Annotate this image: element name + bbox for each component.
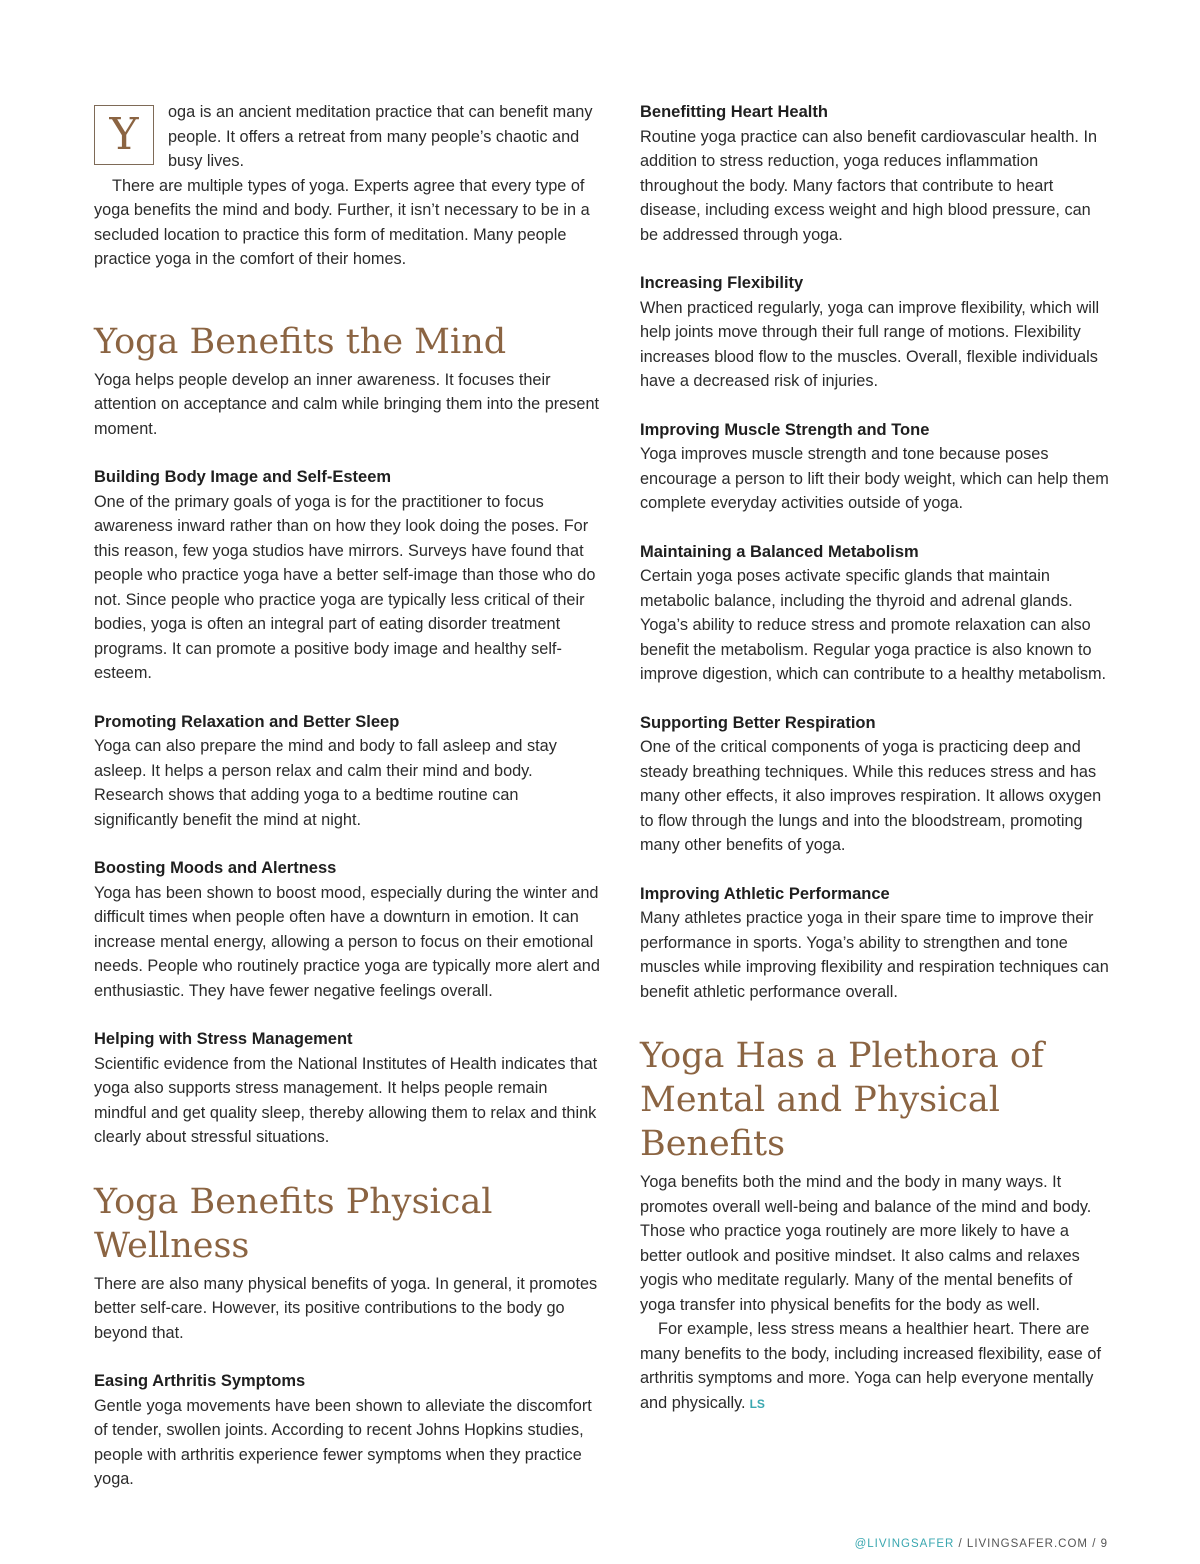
subsection [640,100,1110,247]
intro [94,100,600,272]
subsection-body: Gentle yoga movements have been shown to alleviate the discomfort of tender, swollen joints. According to recent Johns Hopkins studies, people with arthritis experience fewer symptoms when they practice yoga. [94,1396,592,1488]
subsection [640,882,1110,1005]
subsection-title: Improving Athletic Performance [640,884,890,903]
subsection-title: Easing Arthritis Symptoms [94,1372,306,1390]
subsection-title: Boosting Moods and Alertness [94,859,337,877]
footer-separator: / [1088,1538,1101,1550]
subsection [94,1027,600,1150]
subsection-body: Yoga can also prepare the mind and body to fall asleep and stay asleep. It helps a person relax and calm their mind and body. Research shows that adding yoga to a bedtime routine can significantly benefit the mind at night. [94,737,557,829]
right-column [640,100,1110,1416]
page-footer [855,1538,1108,1550]
subsection-title: Benefitting Heart Health [640,103,828,121]
subsection [94,710,600,833]
mind-intro-text: Yoga helps people develop an inner awareness. It focuses their attention on acceptance and calm while bringing them into the present moment. [94,370,600,438]
section-heading-plethora: Yoga Has a Plethora of Mental and Physical Benefits [640,1036,1044,1164]
subsection-body: Certain yoga poses activate specific glands that maintain metabolic balance, including the thyroid and adrenal glands. Yoga’s ability to reduce stress and promote relaxation can also benefit the metabolism. Regular yoga practice is also known to improve digestion, which can contribute to a healthy metabolism. [640,567,1107,683]
subsection-body: One of the critical components of yoga is practicing deep and steady breathing techniques. While this reduces stress and has many other effects, it also improves respiration. It allows oxygen to flow through the lungs and into the bloodstream, promoting many other benefits of yoga. [640,738,1102,854]
drop-cap: Y [94,105,154,165]
subsection-body: Many athletes practice yoga in their spare time to improve their performance in sports. Yoga’s ability to strengthen and tone muscles while improving flexibility and respiration techniques can benefit athletic performance overall. [640,909,1109,1001]
intro-paragraph: oga is an ancient meditation practice that can benefit many people. It offers a retreat from many people’s chaotic and busy lives. [168,103,593,170]
subsection-title: Maintaining a Balanced Metabolism [640,542,919,561]
subsection [640,711,1110,858]
subsection-body: Yoga improves muscle strength and tone because poses encourage a person to lift their body weight, which can help them complete everyday activities outside of yoga. [640,445,1109,512]
plethora-paragraph-2-text: For example, less stress means a healthier heart. There are many benefits to the body, including increased flexibility, ease of arthritis symptoms and more. Yoga can help everyone mentally and physically. [640,1320,1101,1412]
plethora-body [640,1170,1110,1416]
subsection-title: Helping with Stress Management [94,1030,353,1048]
left-column [94,100,600,1516]
subsection [94,1369,600,1492]
subsection [640,418,1110,516]
plethora-paragraph-2 [640,1317,1110,1416]
subsection-title: Increasing Flexibility [640,274,804,292]
subsection [640,271,1110,394]
website-link[interactable]: LIVINGSAFER.COM [966,1538,1088,1550]
physical-intro [94,1272,600,1346]
subsection-body: When practiced regularly, yoga can improve flexibility, which will help joints move through their full range of motions. Flexibility increases blood flow to the muscles. Overall, flexible individuals have a decreased risk of injuries. [640,298,1100,390]
subsection-title: Building Body Image and Self-Esteem [94,468,392,486]
section-heading-mind: Yoga Benefits the Mind [94,321,507,362]
plethora-paragraph-1: Yoga benefits both the mind and the body in many ways. It promotes overall well-being and balance of the mind and body. Those who practice yoga routinely are more likely to have a better outlook and positive mindset. It also calms and relaxes yogis who meditate regularly. Many of the mental benefits of yoga transfer into physical benefits for the body as well. [640,1173,1092,1314]
subsection-body: One of the primary goals of yoga is for the practitioner to focus awareness inward rather than on how they look doing the poses. For this reason, few yoga studios have mirrors. Surveys have found that people who practice yoga have a better self-image than those who do not. Since people who practice yoga are typically less critical of their bodies, yoga is often an integral part of eating disorder treatment programs. It can promote a positive body image and healthy self-esteem. [94,492,596,682]
subsection-title: Promoting Relaxation and Better Sleep [94,712,400,731]
subsection-title: Improving Muscle Strength and Tone [640,420,930,439]
subsection-title: Supporting Better Respiration [640,713,876,732]
intro-paragraph-2: There are multiple types of yoga. Experts agree that every type of yoga benefits the mind and body. Further, it isn’t necessary to be in a secluded location to practice this form of meditation. Many people practice yoga in the comfort of their homes. [94,176,590,268]
footer-separator: / [954,1538,967,1550]
subsection [94,856,600,1003]
end-mark-logo: LS [749,1396,765,1411]
mind-intro [94,368,600,442]
subsection [94,465,600,686]
subsection [640,540,1110,687]
subsection-body: Routine yoga practice can also benefit cardiovascular health. In addition to stress reduction, yoga reduces inflammation throughout the body. Many factors that contribute to heart disease, including excess weight and high blood pressure, can be addressed through yoga. [640,127,1098,244]
social-handle[interactable]: @LIVINGSAFER [854,1538,955,1550]
physical-intro-text: There are also many physical benefits of yoga. In general, it promotes better self-care. However, its positive contributions to the body go beyond that. [94,1274,598,1342]
subsection-body: Yoga has been shown to boost mood, especially during the winter and difficult times when people often have a downturn in emotion. It can increase mental energy, allowing a person to focus on their emotional needs. People who routinely practice yoga are typically more alert and enthusiastic. They have fewer negative feelings overall. [94,883,600,1000]
section-heading-physical: Yoga Benefits Physical Wellness [94,1181,493,1266]
page-number: 9 [1100,1538,1108,1550]
subsection-body: Scientific evidence from the National Institutes of Health indicates that yoga also supports stress management. It helps people remain mindful and get quality sleep, thereby allowing them to relax and think clearly about stressful situations. [94,1054,598,1146]
